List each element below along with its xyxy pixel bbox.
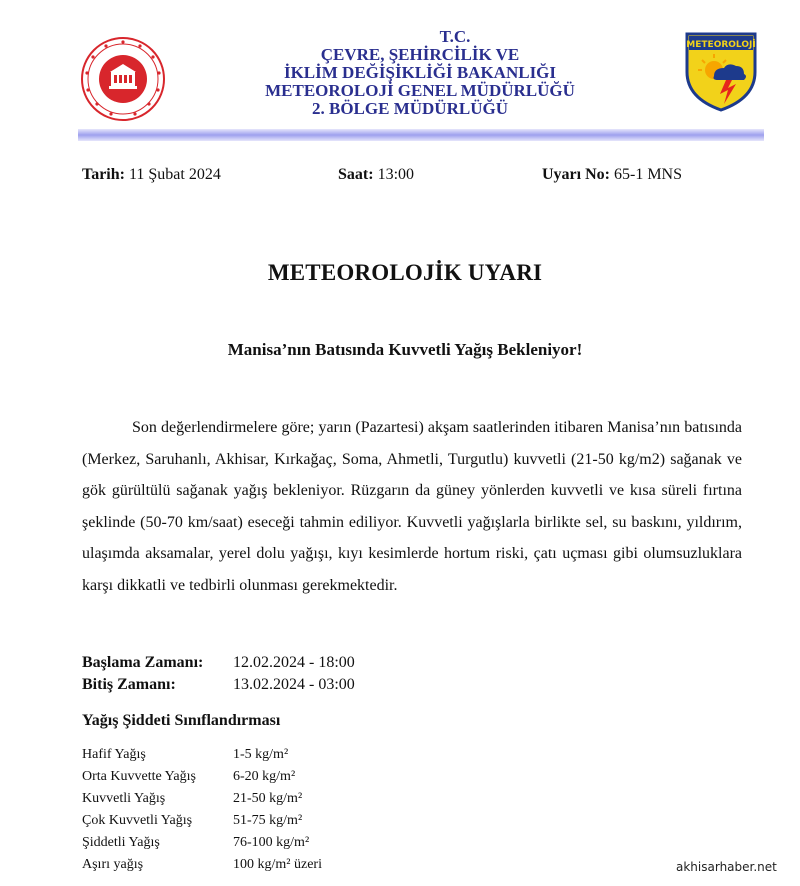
warning-number-field	[542, 166, 682, 184]
classification-value: 100 kg/m² üzeri	[233, 857, 322, 872]
end-time-row	[82, 674, 355, 696]
header-line-region: 2. BÖLGE MÜDÜRLÜĞÜ	[312, 99, 508, 118]
document-title: METEOROLOJİK UYARI	[267, 260, 543, 285]
classification-title: Yağış Şiddeti Sınıflandırması	[82, 712, 281, 729]
classification-row	[82, 744, 322, 766]
classification-name: Aşırı yağış	[82, 857, 144, 872]
met-logo-text: METEOROLOJİ	[686, 40, 756, 50]
classification-value: 1-5 kg/m²	[233, 747, 289, 762]
classification-row	[82, 788, 322, 810]
classification-value: 76-100 kg/m²	[233, 835, 310, 850]
classification-name: Çok Kuvvetli Yağış	[82, 813, 193, 828]
classification-table	[82, 744, 322, 876]
header-line-directorate: METEOROLOJİ GENEL MÜDÜRLÜĞÜ	[265, 81, 575, 100]
classification-row	[82, 854, 322, 876]
institution-header	[170, 28, 670, 118]
start-time-label: Başlama Zamanı:	[82, 654, 204, 671]
classification-name: Orta Kuvvette Yağış	[82, 769, 196, 784]
validity-times	[82, 652, 355, 696]
classification-value: 51-75 kg/m²	[233, 813, 303, 828]
classification-row	[82, 810, 322, 832]
classification-name: Şiddetli Yağış	[82, 835, 160, 850]
classification-row	[82, 766, 322, 788]
warning-number-value: 65-1 MNS	[613, 166, 682, 183]
header-line-tc: T.C.	[439, 27, 471, 46]
time-field	[338, 166, 414, 184]
start-time-value: 12.02.2024 - 18:00	[233, 654, 355, 671]
header-line-ministry-1: ÇEVRE, ŞEHİRCİLİK VE	[320, 45, 520, 64]
date-label: Tarih:	[82, 166, 125, 183]
end-time-label: Bitiş Zamanı:	[82, 676, 176, 693]
ministry-logo	[80, 36, 166, 122]
header-divider-band	[78, 129, 764, 141]
classification-name: Kuvvetli Yağış	[82, 791, 166, 806]
warning-body-text: Son değerlendirmelere göre; yarın (Pazartesi) akşam saatlerinden itibaren Manisa’nın batısında (Merkez, Saruhanlı, Akhisar, Kırkağaç, Soma, Ahmetli, Turgutlu) kuvvetli (21-50 kg/m2) sağanak ve gök gürültülü sağanak yağış bekleniyor. Rüzgarın da güney yönlerden kuvvetli ve kısa süreli fırtına şeklinde (50-70 km/saat) eseceği tahmin ediliyor. Kuvvetli yağışlarla birlikte sel, su baskını, yıldırım, ulaşımda aksamalar, yerel dolu yağışı, kıyı kesimlerde hortum riski, çatı uçması gibi olumsuzluklara karşı dikkatli ve tedbirli olunması gerekmektedir.	[82, 419, 742, 594]
warning-number-label: Uyarı No:	[542, 166, 610, 183]
source-watermark: akhisarhaber.net	[676, 860, 777, 874]
classification-row	[82, 832, 322, 854]
classification-value: 6-20 kg/m²	[233, 769, 296, 784]
time-label: Saat:	[338, 166, 374, 183]
meteoroloji-logo	[684, 32, 758, 112]
date-field	[82, 166, 221, 184]
document-subtitle: Manisa’nın Batısında Kuvvetli Yağış Bekleniyor!	[227, 340, 583, 359]
classification-name: Hafif Yağış	[82, 747, 146, 762]
time-value: 13:00	[377, 166, 415, 183]
classification-value: 21-50 kg/m²	[233, 791, 303, 806]
date-value: 11 Şubat 2024	[128, 166, 221, 183]
end-time-value: 13.02.2024 - 03:00	[233, 676, 355, 693]
header-line-ministry-2: İKLİM DEĞİŞİKLİĞİ BAKANLIĞI	[283, 63, 557, 82]
start-time-row	[82, 652, 355, 674]
